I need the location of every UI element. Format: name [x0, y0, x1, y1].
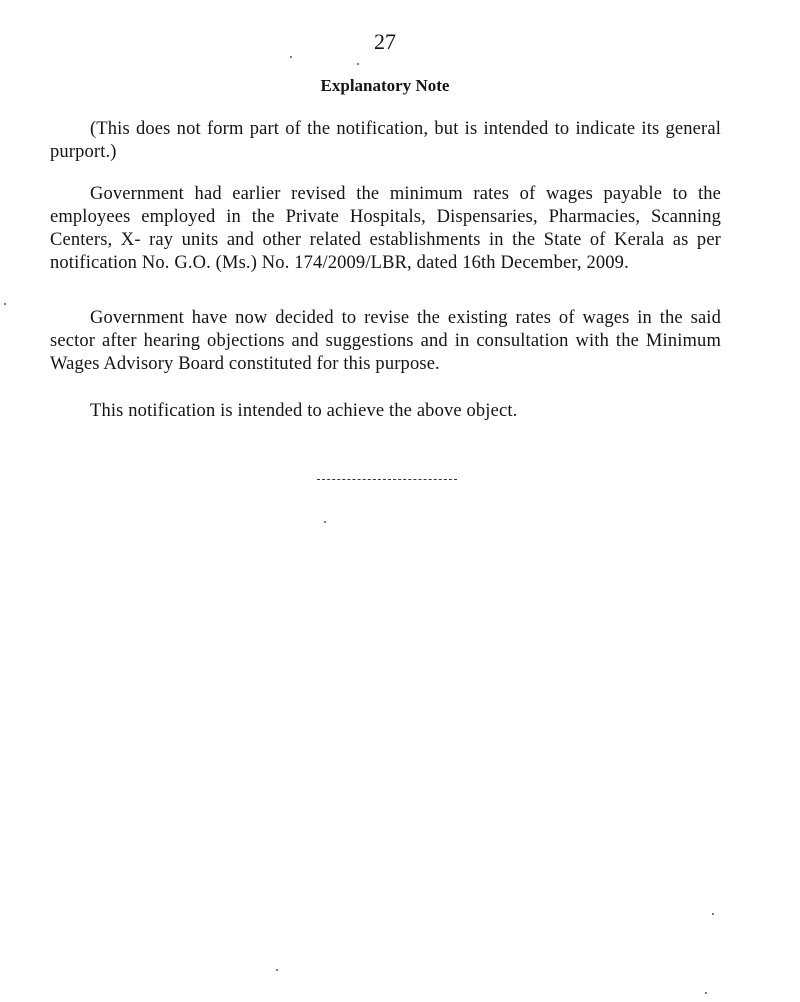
paragraph-earlier-revision: Government had earlier revised the minimum rates of wages payable to the employees employed in the Private Hospitals, Dispensaries, Pharmacies, Scanning Centers, X- ray units and other related establishments in the State of Kerala as per notification No. G.O. (Ms.) No. 174/2009/LBR, dated 16th December, 2009. — [50, 184, 721, 273]
scan-speck — [276, 969, 278, 971]
heading-explanatory-note: Explanatory Note — [320, 76, 450, 95]
section-divider — [317, 479, 457, 480]
scan-speck — [357, 63, 359, 65]
page-number: 27 — [374, 29, 396, 54]
paragraph-intent: This notification is intended to achieve the above object. — [90, 401, 518, 421]
scan-speck — [290, 56, 292, 58]
scan-speck — [4, 303, 6, 305]
scan-speck — [712, 913, 714, 915]
scan-speck — [705, 992, 707, 994]
paragraph-purport: (This does not form part of the notification, but is intended to indicate its general purport.) — [50, 119, 721, 162]
scan-speck — [324, 521, 326, 523]
paragraph-revision-decision: Government have now decided to revise the existing rates of wages in the said sector after hearing objections and suggestions and in consultation with the Minimum Wages Advisory Board constituted for this purpose. — [50, 308, 721, 374]
